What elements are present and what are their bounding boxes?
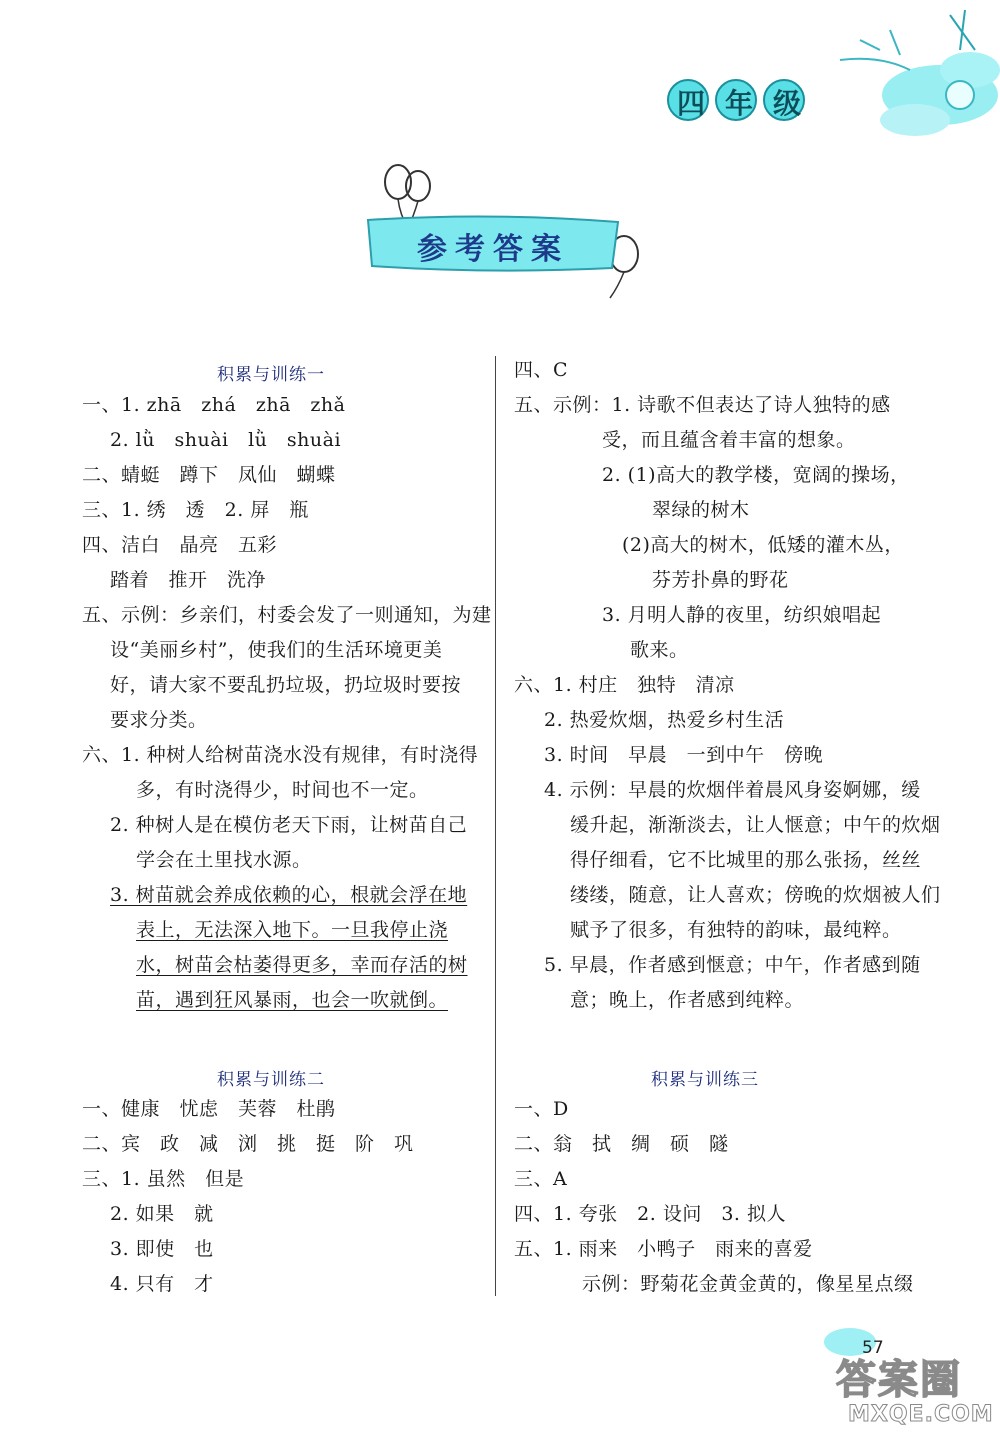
section-title: 积累与训练一 [217,365,325,385]
answer-line: 多，有时浇得少，时间也不一定。 [136,779,429,801]
answer-line: 学会在土里找水源。 [136,849,312,871]
answer-line: 表上，无法深入地下。一旦我停止浇 [136,919,449,941]
answer-line: 翠绿的树木 [652,499,750,521]
answer-line: 一、1. zhā zhá zhā zhǎ [82,394,346,416]
answer-line: 3. 时间 早晨 一到中午 傍晚 [544,744,824,766]
answer-line: 好，请大家不要乱扔垃圾，扔垃圾时要按 [110,674,462,696]
answer-line: 苗，遇到狂风暴雨，也会一吹就倒。 [136,989,449,1011]
answer-line: 2. lǜ shuài lǜ shuài [110,429,342,451]
answer-line: 意；晚上，作者感到纯粹。 [570,989,805,1011]
answer-line: 得仔细看，它不比城里的那么张扬，丝丝 [570,849,922,871]
answer-line: 五、1. 雨来 小鸭子 雨来的喜爱 [514,1238,813,1260]
answer-line: 2. 如果 就 [110,1203,214,1225]
answer-line: 一、健康 忧虑 芙蓉 杜鹃 [82,1098,336,1120]
answer-line: 2. 种树人是在模仿老天下雨，让树苗自己 [110,814,468,836]
answer-line: 一、D [514,1098,569,1120]
answer-line: 赋予了很多，有独特的韵味，最纯粹。 [570,919,902,941]
answer-line: 2. 热爱炊烟，热爱乡村生活 [544,709,785,731]
answer-line: 四、洁白 晶亮 五彩 [82,534,278,556]
answer-line: (2)高大的树木，低矮的灌木丛， [622,534,904,556]
answer-line: 六、1. 村庄 独特 清凉 [514,674,735,696]
grade-text: 四年级 [676,87,821,120]
answer-line: 五、示例：乡亲们，村委会发了一则通知，为建 [82,604,492,626]
answer-line: 二、翁 拭 绸 硕 隧 [514,1133,729,1155]
flower-decoration [820,0,1000,170]
answer-line: 二、蜻蜓 蹲下 凤仙 蝴蝶 [82,464,336,486]
answer-line: 5. 早晨，作者感到惬意；中午，作者感到随 [544,954,921,976]
section-title: 积累与训练三 [651,1070,759,1090]
answer-key-banner [362,212,624,274]
answer-line: 4. 示例：早晨的炊烟伴着晨风身姿婀娜，缓 [544,779,921,801]
watermark-logo: 答案圈 [836,1357,962,1403]
answer-line: 四、C [514,359,569,381]
answer-line: 六、1. 种树人给树苗浇水没有规律，有时浇得 [82,744,479,766]
answer-line: 要求分类。 [110,709,208,731]
watermark-url: MXQE.COM [848,1402,994,1427]
answer-line: 三、1. 绣 透 2. 屏 瓶 [82,499,309,521]
answer-line: 3. 即使 也 [110,1238,214,1260]
answer-line: 受，而且蕴含着丰富的想象。 [602,429,856,451]
page-number: 57 [862,1338,884,1358]
answer-line: 2. (1)高大的教学楼，宽阔的操场， [602,464,910,486]
page-title: 参考答案 [417,232,569,267]
answer-line: 3. 树苗就会养成依赖的心，根就会浮在地 [110,884,468,906]
answer-line: 二、宾 政 减 浏 挑 挺 阶 巩 [82,1133,414,1155]
watermark [828,1344,998,1434]
answer-line: 三、A [514,1168,568,1190]
answer-line: 示例：野菊花金黄金黄的，像星星点缀 [582,1273,914,1295]
answer-line: 歌来。 [630,639,689,661]
answer-line: 踏着 推开 洗净 [110,569,267,591]
answer-line: 四、1. 夸张 2. 设问 3. 拟人 [514,1203,787,1225]
grade-badge [664,78,821,122]
answer-line: 设“美丽乡村”，使我们的生活环境更美 [110,639,443,661]
answer-line: 芬芳扑鼻的野花 [652,569,789,591]
answer-line: 缕缕，随意，让人喜欢；傍晚的炊烟被人们 [570,884,941,906]
answer-line: 五、示例：1. 诗歌不但表达了诗人独特的感 [514,394,891,416]
answer-line: 缓升起，渐渐淡去，让人惬意；中午的炊烟 [570,814,941,836]
section-title: 积累与训练二 [217,1070,325,1090]
answer-line: 3. 月明人静的夜里，纺织娘唱起 [602,604,882,626]
answer-line: 三、1. 虽然 但是 [82,1168,245,1190]
answer-line: 水，树苗会枯萎得更多，幸而存活的树 [136,954,468,976]
column-divider [495,356,496,1296]
answer-line: 4. 只有 才 [110,1273,214,1295]
